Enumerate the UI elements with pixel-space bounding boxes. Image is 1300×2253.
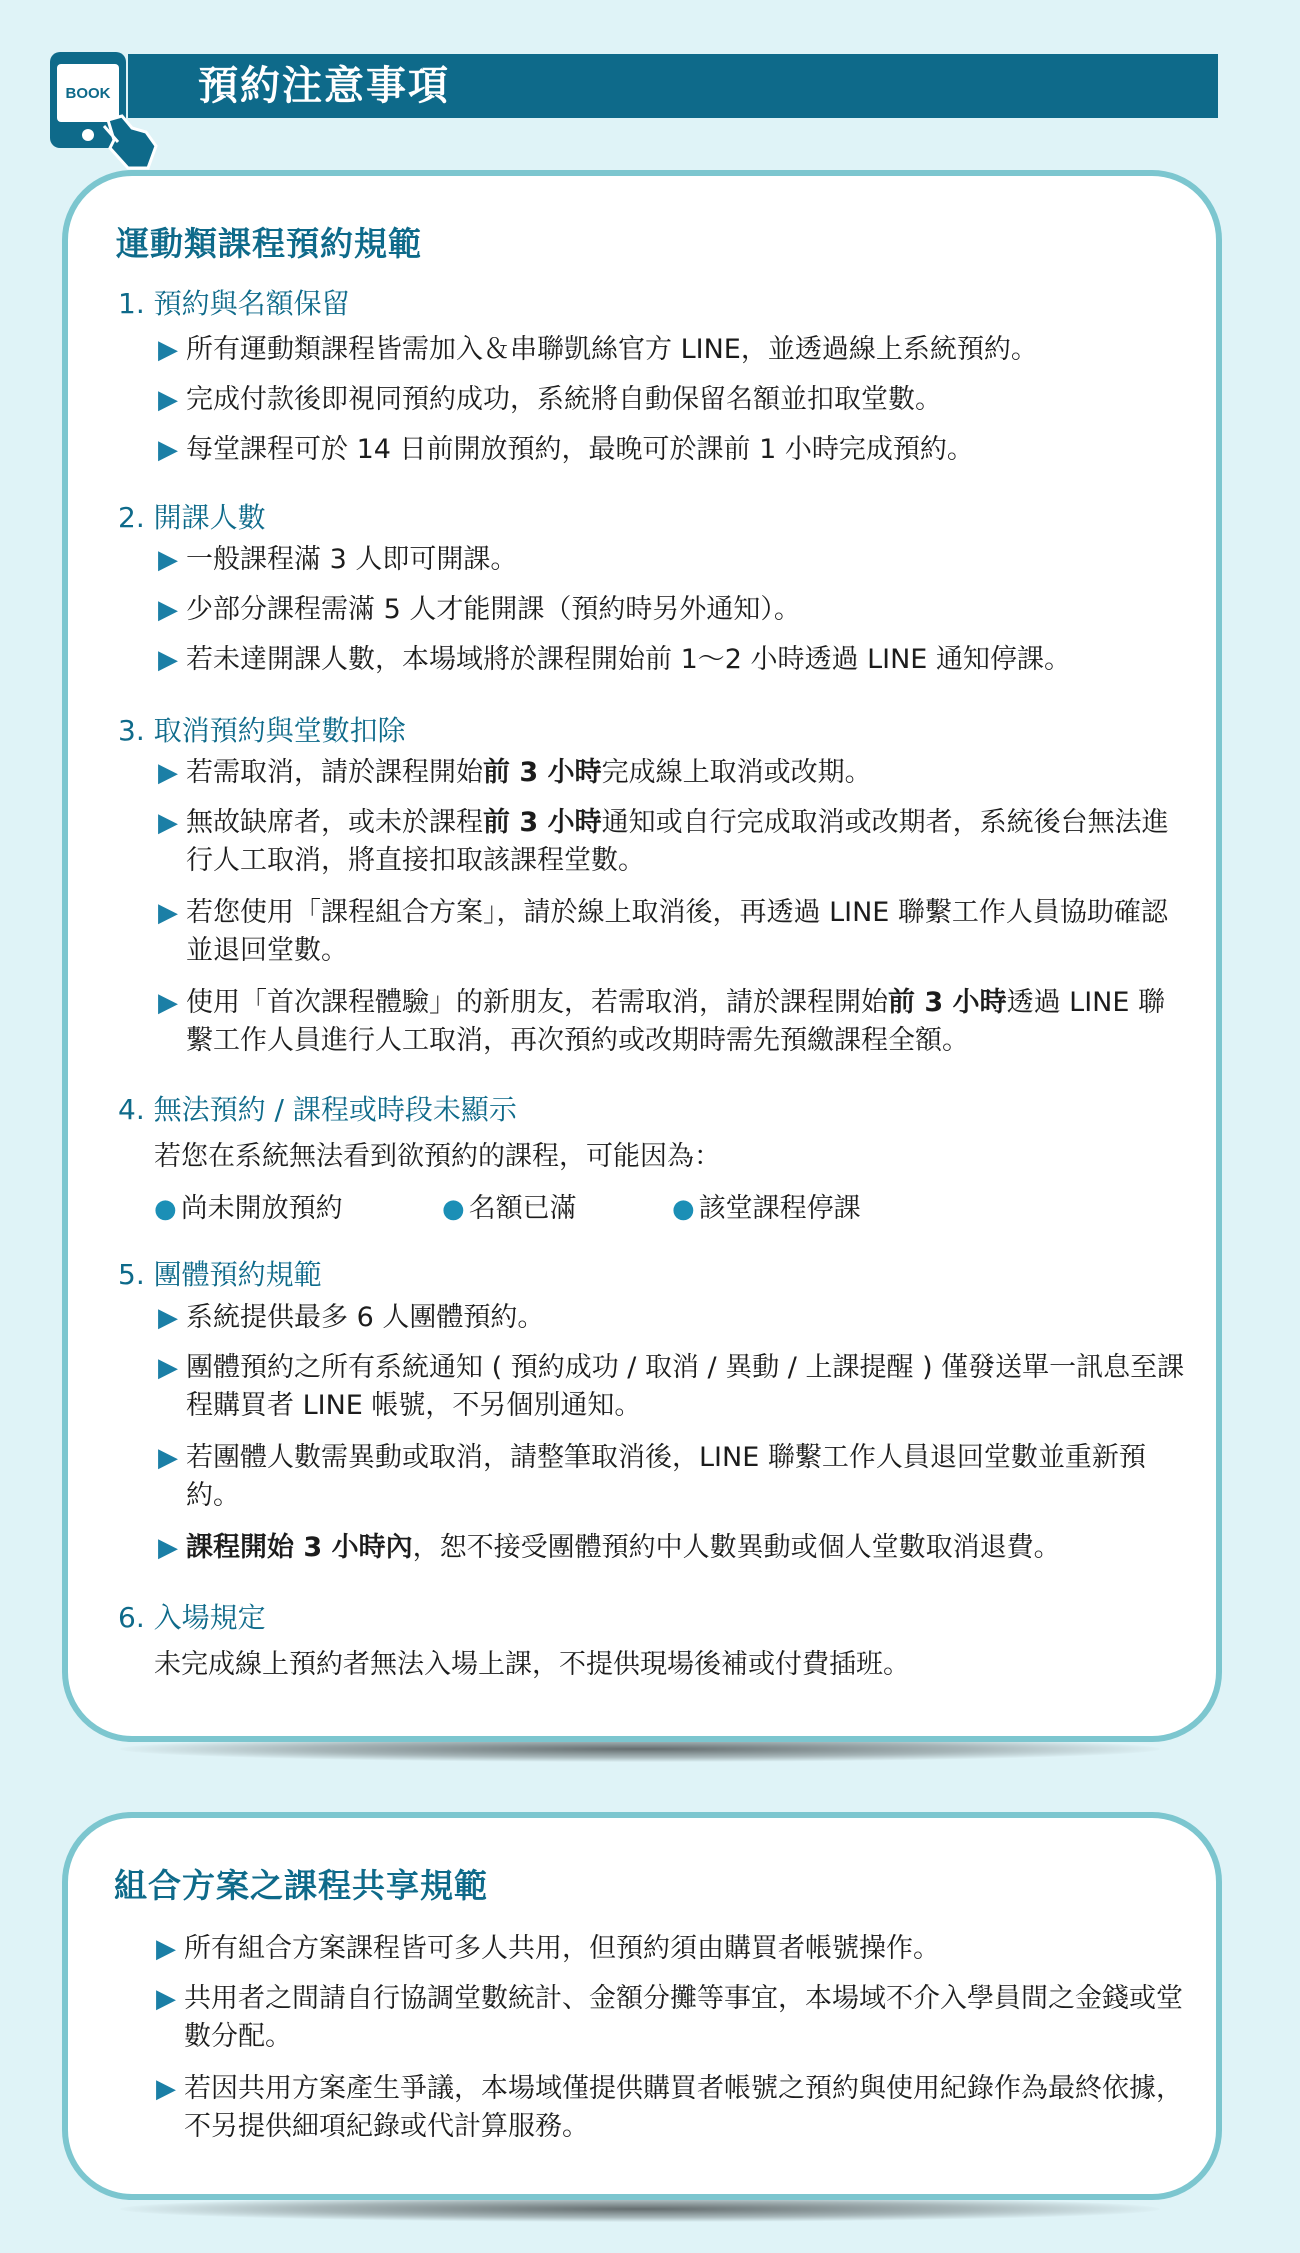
- play-arrow-icon: ▶: [158, 385, 178, 415]
- list-item: ▶ 團體預約之所有系統通知 ( 預約成功 / 取消 / 異動 / 上課提醒 ) 僅發送單一訊息至課程購買者 LINE 帳號，不另個別通知。: [158, 1349, 1188, 1425]
- play-arrow-icon: ▶: [156, 1934, 176, 1964]
- play-arrow-icon: ▶: [158, 545, 178, 575]
- play-arrow-icon: ▶: [158, 595, 178, 625]
- list-item: ▶ 若未達開課人數，本場域將於課程開始前 1～2 小時透過 LINE 通知停課。: [158, 641, 1188, 679]
- section-title: 5. 團體預約規範: [118, 1258, 322, 1291]
- section-text: 未完成線上預約者無法入場上課，不提供現場後補或付費插班。: [154, 1649, 910, 1680]
- list-item: ▶ 若團體人數需異動或取消，請整筆取消後，LINE 聯繫工作人員退回堂數並重新預約。: [158, 1439, 1188, 1515]
- list-item: ▶ 每堂課程可於 14 日前開放預約，最晚可於課前 1 小時完成預約。: [158, 431, 1188, 469]
- book-icon-text: BOOK: [65, 85, 111, 102]
- play-arrow-icon: ▶: [158, 1533, 178, 1563]
- list-item: ▶ 課程開始 3 小時內，恕不接受團體預約中人數異動或個人堂數取消退費。: [158, 1529, 1188, 1567]
- play-arrow-icon: ▶: [158, 435, 178, 465]
- list-item: ▶ 少部分課程需滿 5 人才能開課（預約時另外通知）。: [158, 591, 1188, 629]
- card-title: 運動類課程預約規範: [116, 224, 422, 263]
- list-item: ▶ 完成付款後即視同預約成功，系統將自動保留名額並扣取堂數。: [158, 381, 1188, 419]
- card-title: 組合方案之課程共享規範: [114, 1866, 488, 1905]
- play-arrow-icon: ▶: [158, 335, 178, 365]
- play-arrow-icon: ▶: [156, 2074, 176, 2104]
- play-arrow-icon: ▶: [158, 1303, 178, 1333]
- play-arrow-icon: ▶: [158, 1353, 178, 1383]
- list-item: ● 尚未開放預約: [154, 1193, 343, 1224]
- page-title: 預約注意事項: [128, 54, 1218, 118]
- play-arrow-icon: ▶: [158, 988, 178, 1018]
- section-title: 6. 入場規定: [118, 1601, 266, 1634]
- play-arrow-icon: ▶: [158, 898, 178, 928]
- play-arrow-icon: ▶: [156, 1984, 176, 2014]
- circle-bullet-icon: ●: [672, 1194, 695, 1224]
- list-item: ▶ 所有組合方案課程皆可多人共用，但預約須由購買者帳號操作。: [156, 1930, 1186, 1968]
- list-item: ▶ 共用者之間請自行協調堂數統計、金額分攤等事宜，本場域不介入學員間之金錢或堂數分配。: [156, 1980, 1186, 2056]
- booking-rules-card: [62, 170, 1222, 1742]
- list-item: ▶ 無故缺席者，或未於課程前 3 小時通知或自行完成取消或改期者，系統後台無法進行人工取消，將直接扣取該課程堂數。: [158, 804, 1188, 880]
- list-item: ● 名額已滿: [442, 1193, 577, 1224]
- section-title: 1. 預約與名額保留: [118, 287, 350, 320]
- section-title: 4. 無法預約 / 課程或時段未顯示: [118, 1093, 517, 1126]
- list-item: ▶ 若您使用「課程組合方案」，請於線上取消後，再透過 LINE 聯繫工作人員協助確認並退回堂數。: [158, 894, 1188, 970]
- list-item: ▶ 所有運動類課程皆需加入＆串聯凱絲官方 LINE，並透過線上系統預約。: [158, 331, 1188, 369]
- play-arrow-icon: ▶: [158, 808, 178, 838]
- list-item: ▶ 若需取消，請於課程開始前 3 小時完成線上取消或改期。: [158, 754, 1188, 792]
- list-item: ● 該堂課程停課: [672, 1193, 861, 1224]
- play-arrow-icon: ▶: [158, 645, 178, 675]
- section-text: 若您在系統無法看到欲預約的課程，可能因為：: [154, 1141, 721, 1172]
- list-item: ▶ 系統提供最多 6 人團體預約。: [158, 1299, 1188, 1337]
- circle-bullet-icon: ●: [154, 1194, 177, 1224]
- book-tablet-hand-icon: [48, 50, 163, 170]
- section-title: 2. 開課人數: [118, 501, 266, 534]
- section-title: 3. 取消預約與堂數扣除: [118, 714, 406, 747]
- circle-bullet-icon: ●: [442, 1194, 465, 1224]
- section-header: [48, 50, 1218, 170]
- play-arrow-icon: ▶: [158, 758, 178, 788]
- list-item: ▶ 使用「首次課程體驗」的新朋友，若需取消，請於課程開始前 3 小時透過 LINE 聯繫工作人員進行人工取消，再次預約或改期時需先預繳課程全額。: [158, 984, 1188, 1060]
- combo-plan-card: [62, 1812, 1222, 2200]
- list-item: ▶ 若因共用方案產生爭議，本場域僅提供購買者帳號之預約與使用紀錄作為最終依據，不另提供細項紀錄或代計算服務。: [156, 2070, 1186, 2146]
- list-item: ▶ 一般課程滿 3 人即可開課。: [158, 541, 1188, 579]
- play-arrow-icon: ▶: [158, 1443, 178, 1473]
